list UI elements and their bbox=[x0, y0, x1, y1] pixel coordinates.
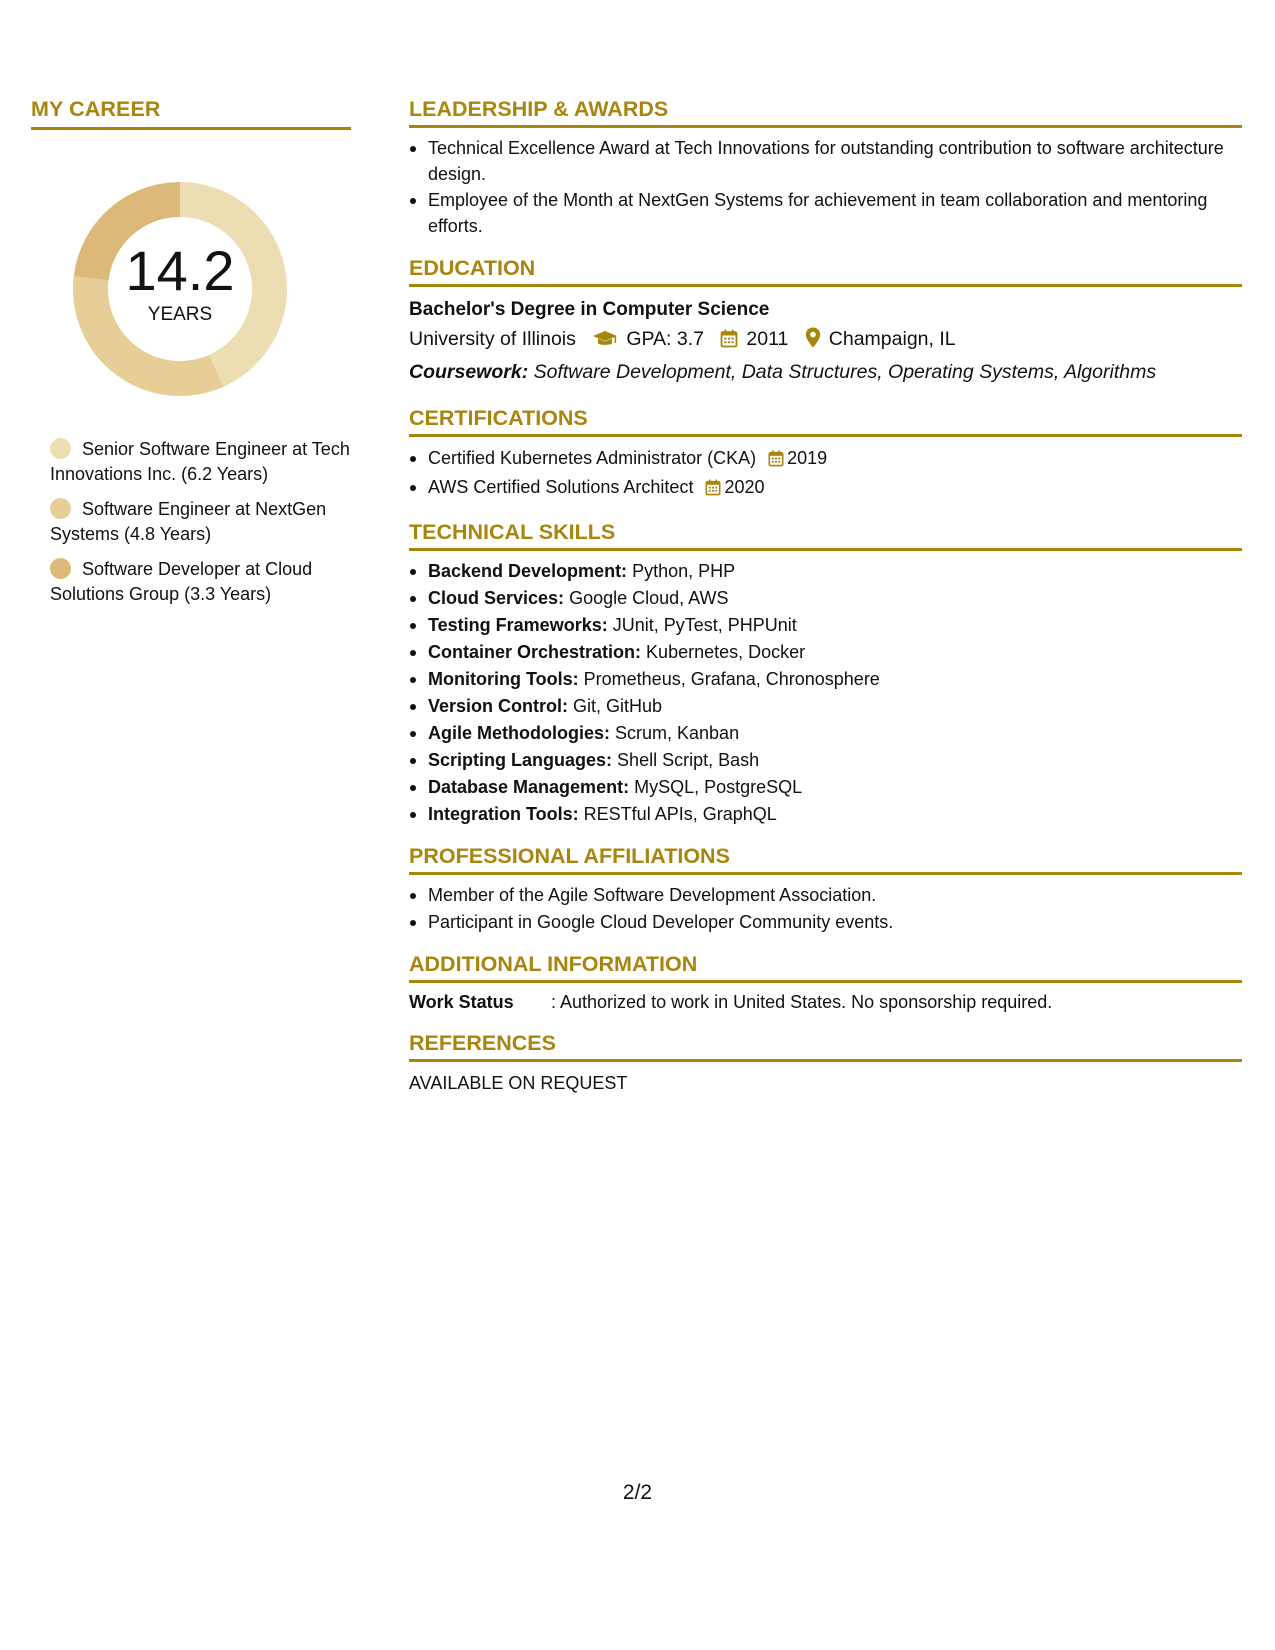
cert-year: 2020 bbox=[724, 477, 765, 497]
legend-label: Software Engineer at NextGen Systems (4.8 Years) bbox=[50, 499, 327, 544]
career-donut-chart bbox=[65, 174, 295, 404]
certifications-title: CERTIFICATIONS bbox=[409, 405, 1242, 437]
skill-name: Agile Methodologies: bbox=[428, 723, 610, 743]
education-year: 2011 bbox=[746, 328, 789, 350]
list-item bbox=[409, 445, 1242, 474]
skill-name: Scripting Languages: bbox=[428, 750, 613, 770]
skill-value: Prometheus, Grafana, Chronosphere bbox=[583, 669, 880, 689]
skill-name: Cloud Services: bbox=[428, 588, 565, 608]
skill-value: Shell Script, Bash bbox=[617, 750, 760, 770]
career-legend bbox=[31, 437, 351, 607]
additional-title: ADDITIONAL INFORMATION bbox=[409, 951, 1242, 983]
certifications-list bbox=[409, 445, 1242, 503]
list-item bbox=[409, 747, 1242, 774]
list-item: Employee of the Month at NextGen Systems for achievement in team collaboration and mentoring efforts. bbox=[409, 187, 1242, 239]
location-pin-icon bbox=[805, 327, 821, 357]
education-title: EDUCATION bbox=[409, 255, 1242, 287]
skills-title: TECHNICAL SKILLS bbox=[409, 519, 1242, 551]
skill-value: RESTful APIs, GraphQL bbox=[583, 804, 777, 824]
legend-dot bbox=[50, 558, 71, 579]
skill-name: Container Orchestration: bbox=[428, 642, 642, 662]
work-status-row bbox=[409, 990, 1242, 1015]
list-item bbox=[409, 801, 1242, 828]
education-school: University of Illinois bbox=[409, 328, 576, 350]
skill-value: Git, GitHub bbox=[573, 696, 663, 716]
cert-name: AWS Certified Solutions Architect bbox=[428, 477, 694, 497]
coursework-value: Software Development, Data Structures, Operating Systems, Algorithms bbox=[533, 361, 1157, 383]
career-total-unit: YEARS bbox=[147, 304, 213, 325]
list-item: Technical Excellence Award at Tech Innovations for outstanding contribution to software architecture design. bbox=[409, 135, 1242, 187]
page-number: 2/2 bbox=[622, 1481, 653, 1504]
career-title: MY CAREER bbox=[31, 96, 351, 130]
skill-name: Integration Tools: bbox=[428, 804, 579, 824]
skill-name: Testing Frameworks: bbox=[428, 615, 608, 635]
list-item bbox=[409, 612, 1242, 639]
career-total-years: 14.2 bbox=[125, 239, 235, 302]
legend-item bbox=[50, 497, 351, 547]
cert-year: 2019 bbox=[787, 448, 828, 468]
legend-item bbox=[50, 437, 351, 487]
education-degree: Bachelor's Degree in Computer Science bbox=[409, 299, 770, 320]
skill-value: Python, PHP bbox=[632, 561, 736, 581]
legend-dot bbox=[50, 498, 71, 519]
coursework-label: Coursework: bbox=[409, 361, 529, 383]
donut-center bbox=[65, 239, 295, 326]
list-item bbox=[409, 474, 1242, 503]
skill-name: Backend Development: bbox=[428, 561, 628, 581]
list-item bbox=[409, 774, 1242, 801]
affiliations-section bbox=[409, 843, 1242, 936]
work-status-label: Work Status bbox=[409, 992, 514, 1012]
skill-name: Database Management: bbox=[428, 777, 630, 797]
skill-name: Monitoring Tools: bbox=[428, 669, 579, 689]
education-gpa: GPA: 3.7 bbox=[626, 328, 704, 350]
calendar-icon bbox=[705, 477, 721, 503]
skills-list bbox=[409, 558, 1242, 828]
legend-label: Software Developer at Cloud Solutions Group (3.3 Years) bbox=[50, 559, 313, 604]
education-section bbox=[409, 255, 1242, 387]
skill-value: Scrum, Kanban bbox=[615, 723, 740, 743]
list-item bbox=[409, 585, 1242, 612]
list-item bbox=[409, 558, 1242, 585]
skill-value: JUnit, PyTest, PHPUnit bbox=[612, 615, 797, 635]
skill-value: MySQL, PostgreSQL bbox=[634, 777, 803, 797]
calendar-icon bbox=[720, 327, 738, 357]
skill-value: Kubernetes, Docker bbox=[646, 642, 806, 662]
main-column bbox=[409, 96, 1242, 1111]
list-item: Member of the Agile Software Development Association. bbox=[409, 882, 1242, 909]
skill-name: Version Control: bbox=[428, 696, 569, 716]
list-item bbox=[409, 720, 1242, 747]
skill-value: Google Cloud, AWS bbox=[569, 588, 729, 608]
list-item bbox=[409, 639, 1242, 666]
references-section bbox=[409, 1030, 1242, 1096]
skills-section bbox=[409, 519, 1242, 828]
leadership-list bbox=[409, 135, 1242, 239]
education-details bbox=[409, 324, 1242, 357]
affiliations-list bbox=[409, 882, 1242, 936]
leadership-title: LEADERSHIP & AWARDS bbox=[409, 96, 1242, 128]
references-title: REFERENCES bbox=[409, 1030, 1242, 1062]
leadership-section bbox=[409, 96, 1242, 239]
references-text: AVAILABLE ON REQUEST bbox=[409, 1073, 628, 1093]
legend-item bbox=[50, 557, 351, 607]
certifications-section bbox=[409, 405, 1242, 503]
list-item: Participant in Google Cloud Developer Community events. bbox=[409, 909, 1242, 936]
affiliations-title: PROFESSIONAL AFFILIATIONS bbox=[409, 843, 1242, 875]
cert-name: Certified Kubernetes Administrator (CKA) bbox=[428, 448, 757, 468]
education-location: Champaign, IL bbox=[828, 328, 956, 350]
graduation-cap-icon bbox=[592, 327, 618, 357]
additional-section bbox=[409, 951, 1242, 1015]
legend-dot bbox=[50, 438, 71, 459]
list-item bbox=[409, 693, 1242, 720]
list-item bbox=[409, 666, 1242, 693]
education-coursework bbox=[409, 357, 1242, 387]
work-status-value: : Authorized to work in United States. No sponsorship required. bbox=[551, 992, 1053, 1012]
calendar-icon bbox=[768, 448, 784, 474]
career-column bbox=[31, 96, 351, 617]
legend-label: Senior Software Engineer at Tech Innovations Inc. (6.2 Years) bbox=[50, 439, 350, 484]
